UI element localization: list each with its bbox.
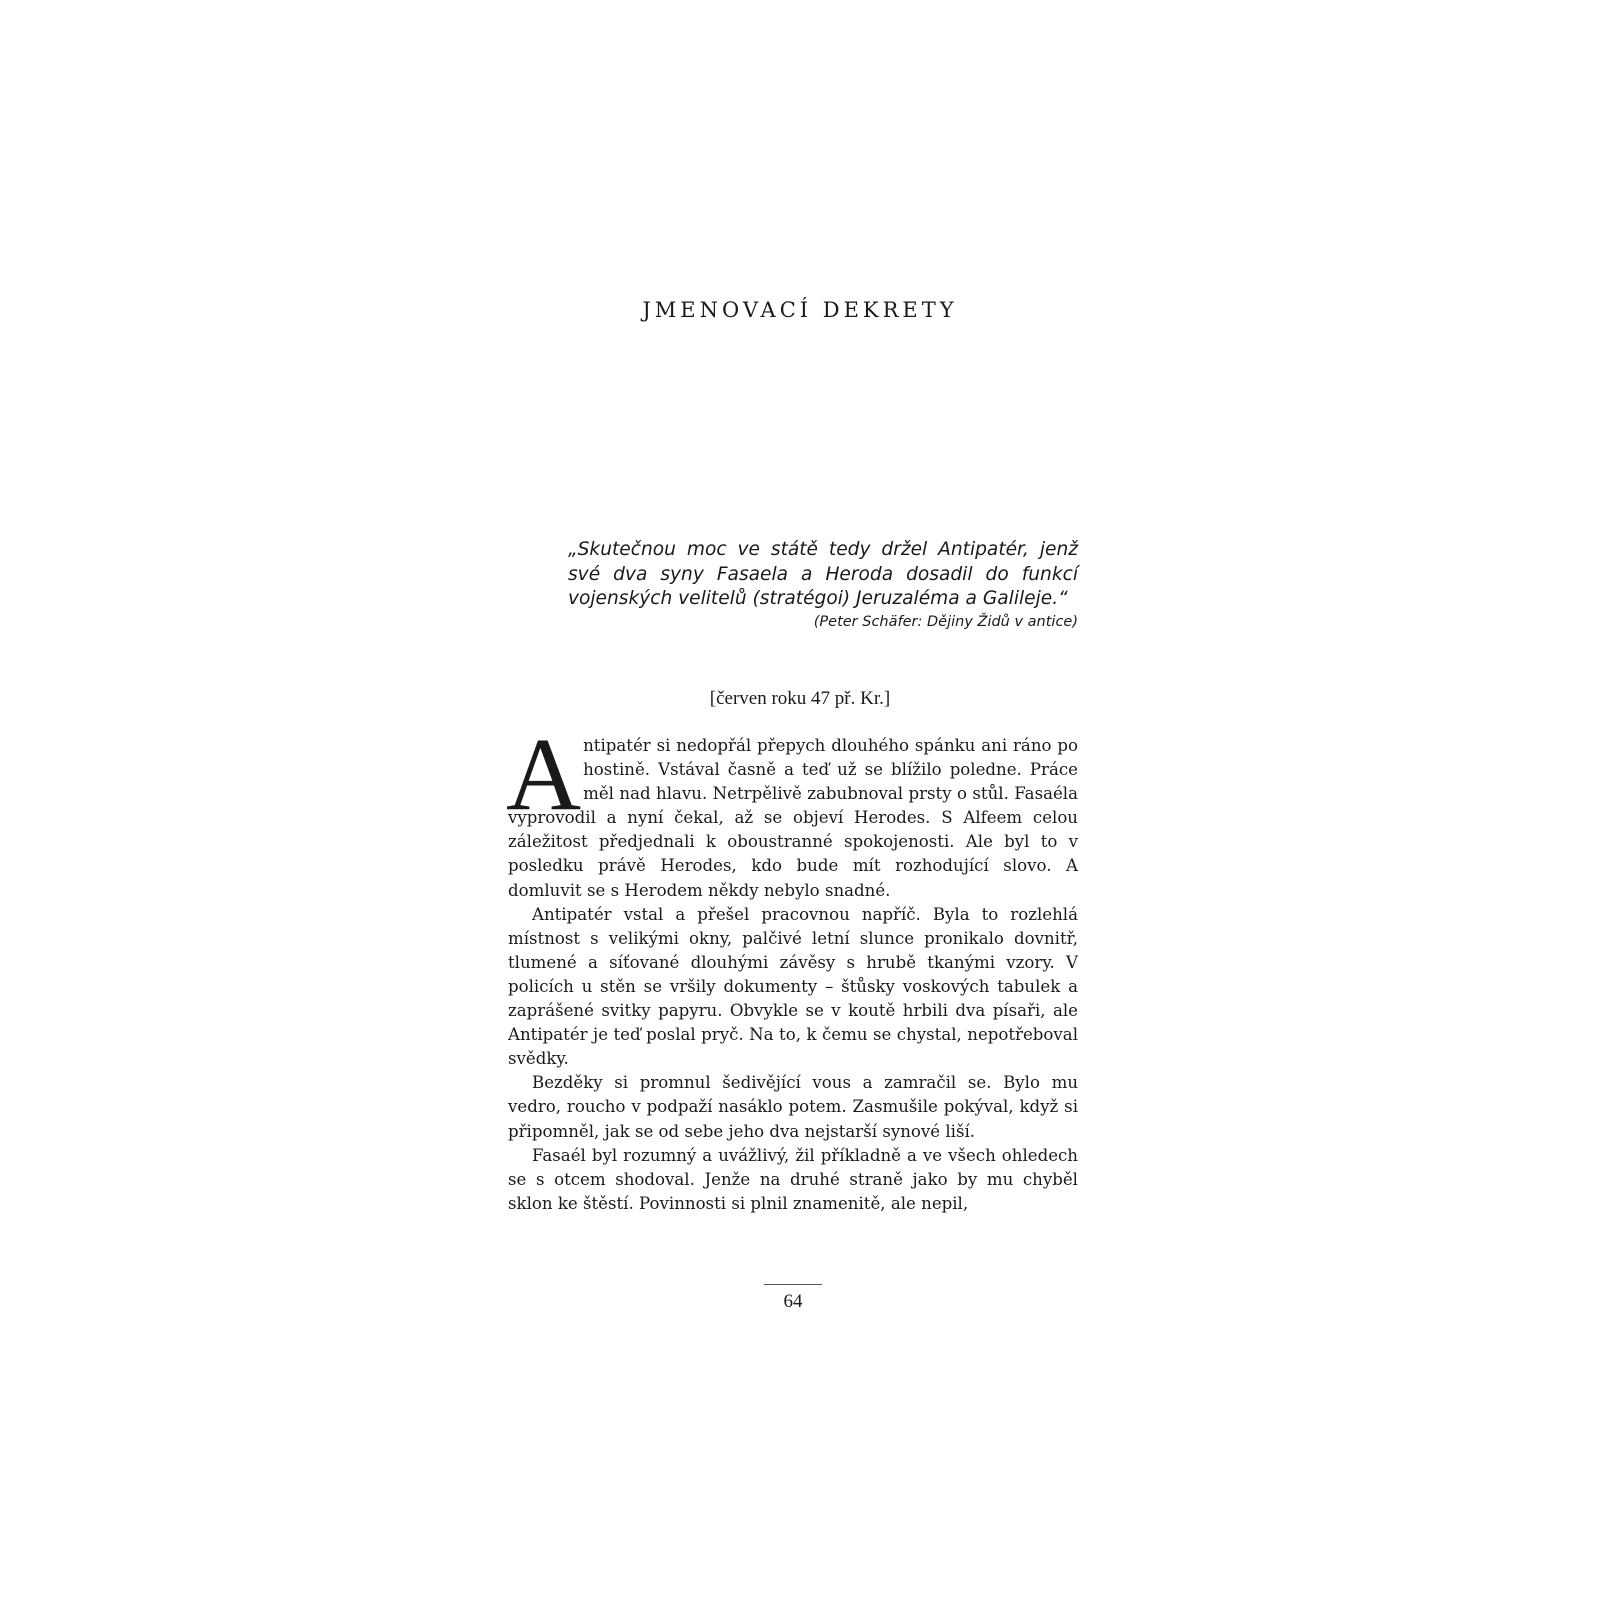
date-line: [červen roku 47 př. Kr.] [709,688,891,709]
epigraph-source: (Peter Schäfer: Dějiny Židů v antice) [813,614,1078,630]
body-text [506,717,1078,1216]
paragraph-4: Fasaél byl rozumný a uvážlivý, žil příkladně a ve všech ohledech se s otcem shodoval. Jenže na druhé straně jako by mu chyběl sklon ke štěstí. Povinnosti si plnil znamenitě, ale nepil, [508,1145,1078,1213]
paragraph-1-text: ntipatér si nedopřál přepych dlouhého spánku ani ráno po hostině. Vstával časně a teď už se blížilo poledne. Práce měl nad hlavu. Netrpělivě zabubnoval prsty o stůl. Fasaéla vyprovodil a nyní čekal, až se objeví Herodes. S Alfeem celou záležitost předjednali k oboustranné spokojenosti. Ale byl to v posledku právě Herodes, kdo bude mít rozhodující slovo. A domluvit se s Herodem někdy nebylo snadné. [508,736,1078,900]
paragraph-2: Antipatér vstal a přešel pracovnou napříč. Byla to rozlehlá místnost s velikými okny, palčivé letní slunce pronikalo dovnitř, tlumené a síťované dlouhými závěsy s hrubě tkanými vzory. V policích u stěn se vršily dokumenty – štůsky voskových tabulek a zaprášené svitky papyru. Obvykle se v koutě hrbili dva písaři, ale Antipatér je teď poslal pryč. Na to, k čemu se chystal, nepotřeboval svědky. [508,904,1078,1069]
page-number: 64 [783,1291,803,1312]
paragraph-1 [506,717,1078,903]
paragraph-3: Bezděky si promnul šedivějící vous a zamračil se. Bylo mu vedro, roucho v podpaží nasáklo potem. Zasmušile pokýval, když si připomněl, jak se od sebe jeho dva nejstarší synové liší. [508,1073,1078,1141]
page-number-rule [764,1284,822,1285]
chapter-title: JMENOVACÍ DEKRETY [642,298,958,322]
epigraph-quote: „Skutečnou moc ve státě tedy držel Antipatér, jenž své dva syny Fasaela a Heroda dosadil do funkcí vojenských velitelů (stratégoi) Jeruzaléma a Galileje.“ [568,539,1078,609]
drop-cap: A [506,717,582,832]
